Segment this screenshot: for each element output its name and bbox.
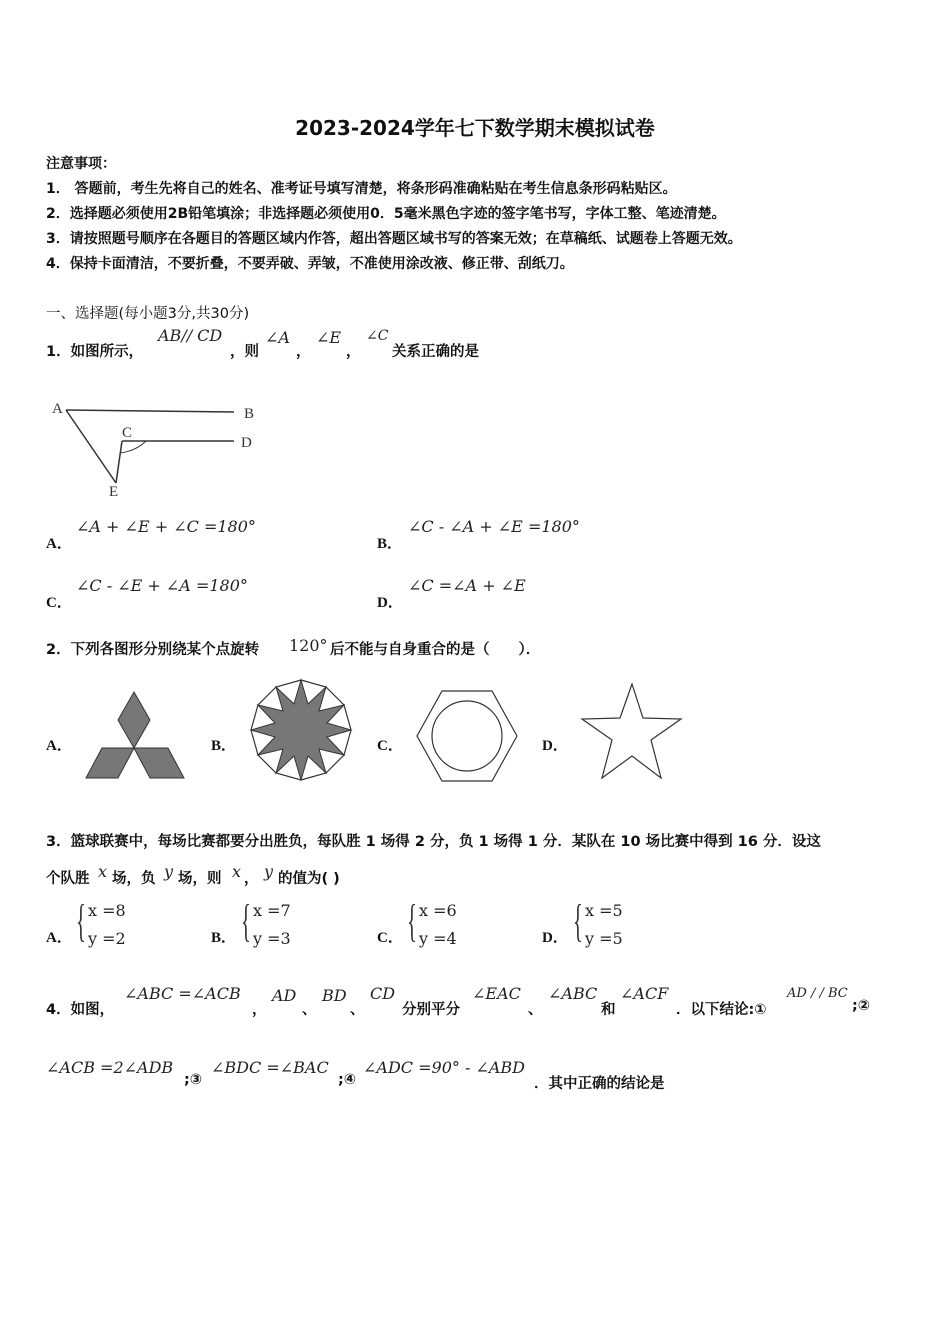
label-c: C [122,425,133,441]
brace-icon: { [407,895,417,946]
q4-abc: ∠ABC [548,984,598,1003]
label-a: A [52,401,63,417]
q4-end: ．其中正确的结论是 [534,1076,665,1092]
q3-option-a-label[interactable]: A． [46,930,72,946]
q3-option-a-eq1: x =8 [88,901,126,920]
brace-icon: { [573,895,583,946]
q2-suffix: 后不能与自身重合的是（ ）． [330,642,541,658]
q3-line1: 3．篮球联赛中，每场比赛都要分出胜负，每队胜 1 场得 2 分，负 1 场得 1 分．某队在 10 场比赛中得到 16 分．设这 [46,834,821,850]
q4-prefix: 4．如图， [46,1002,115,1018]
q3-option-b-eq1: x =7 [253,901,291,920]
q1-suffix: 关系正确的是 [392,344,479,360]
five-point-star-icon [580,682,684,782]
q4-c1: ， [252,1002,267,1018]
q1-sep2: ， [346,344,361,360]
q4-eac: ∠EAC [472,984,521,1003]
q3-option-c-label[interactable]: C． [377,930,403,946]
q1-angle-a: ∠A [265,328,290,347]
q4-res2: ;② [852,998,871,1014]
q1-option-b-text: ∠C - ∠A + ∠E =180° [408,517,580,536]
q1-option-d-text: ∠C =∠A + ∠E [408,576,526,595]
q3-option-d-eq2: y =5 [585,929,623,948]
q4-res1: ．以下结论:① [676,1002,767,1018]
q1-angle-c: ∠C [366,328,389,344]
q3-var-x2: x [232,862,242,881]
q1-figure [46,395,276,500]
q1-sep1: ， [296,344,311,360]
q1-option-c-label[interactable]: C． [46,595,72,611]
q2-option-d-label[interactable]: D． [542,738,568,754]
label-b: B [244,406,255,422]
q2-prefix: 2．下列各图形分别绕某个点旋转 [46,642,260,658]
q4-c4: 、 [528,1002,543,1018]
q3-option-d-label[interactable]: D． [542,930,568,946]
q3-option-b-eq2: y =3 [253,929,291,948]
brace-icon: { [241,895,251,946]
brace-icon: { [76,895,86,946]
q2-option-c-label[interactable]: C． [377,738,403,754]
q3-line2d: 的值为( ) [278,871,340,887]
q1-mid: ，则 [230,344,259,360]
q4-res3: ;③ [184,1072,203,1088]
hexagon-circle-icon [414,689,520,783]
q4-r4: ∠ADC =90° - ∠ABD [363,1058,526,1077]
section-heading: 一、选择题(每小题3分,共30分) [46,306,250,322]
label-d: D [241,435,252,451]
line-ab [66,410,234,412]
q3-option-a-eq2: y =2 [88,929,126,948]
q4-condition: ∠ABC =∠ACB [124,984,241,1003]
q3-var-y: y [164,862,174,881]
q1-condition: AB// CD [158,326,223,345]
q4-r1: AD / / BC [787,986,848,1001]
q4-res4: ;④ [338,1072,357,1088]
note-item-1: 1． 答题前，考生先将自己的姓名、准考证号填写清楚，将条形码准确粘贴在考生信息条形码粘贴区。 [46,181,677,197]
q3-var-y2: y [264,862,274,881]
q1-option-b-label[interactable]: B． [377,536,403,552]
page-title: 2023-2024学年七下数学期末模拟试卷 [295,116,655,140]
q3-option-c-eq2: y =4 [419,929,457,948]
note-item-3: 3．请按照题号顺序在各题目的答题区域内作答，超出答题区域书写的答案无效；在草稿纸、试题卷上答题无效。 [46,231,742,247]
q4-r3: ∠BDC =∠BAC [211,1058,329,1077]
q4-acf: ∠ACF [620,984,669,1003]
q1-option-c-text: ∠C - ∠E + ∠A =180° [76,576,248,595]
three-rhombus-icon [84,690,188,782]
line-ae [66,410,116,483]
q1-option-a-label[interactable]: A． [46,536,72,552]
q1-option-d-label[interactable]: D． [377,595,403,611]
q3-line2b: 场，负 [112,871,156,887]
q1-angle-e: ∠E [316,328,342,347]
q4-r2: ∠ACB =2∠ADB [46,1058,174,1077]
q4-cd: CD [370,984,396,1003]
note-item-2: 2．选择题必须使用2B铅笔填涂；非选择题必须使用0．5毫米黑色字迹的签字笔书写，字体工整、笔迹清楚。 [46,206,726,222]
q1-option-a-text: ∠A + ∠E + ∠C =180° [76,517,256,536]
q2-option-b-label[interactable]: B． [211,738,237,754]
q4-c3: 、 [350,1002,365,1018]
line-ec [116,441,122,483]
notes-heading: 注意事项： [46,156,116,172]
q3-line2c: 场，则 [178,871,222,887]
q1-prefix: 1．如图所示， [46,344,144,360]
q3-option-b-label[interactable]: B． [211,930,237,946]
q3-comma: ， [244,871,259,887]
note-item-4: 4．保持卡面清洁，不要折叠，不要弄破、弄皱，不准使用涂改液、修正带、刮纸刀。 [46,256,574,272]
q4-bd: BD [322,986,347,1005]
q4-c2: 、 [302,1002,317,1018]
label-e: E [109,484,119,500]
star-in-polygon-icon [249,678,353,782]
q2-angle: 120° [289,636,328,655]
q4-mid: 分别平分 [402,1002,460,1018]
q3-line2a: 个队胜 [46,871,90,887]
q3-var-x: x [98,862,108,881]
q4-ad: AD [272,986,297,1005]
q3-option-d-eq1: x =5 [585,901,623,920]
angle-c-arc [120,441,146,453]
q4-and: 和 [601,1002,616,1018]
q3-option-c-eq1: x =6 [419,901,457,920]
q2-option-a-label[interactable]: A． [46,738,72,754]
